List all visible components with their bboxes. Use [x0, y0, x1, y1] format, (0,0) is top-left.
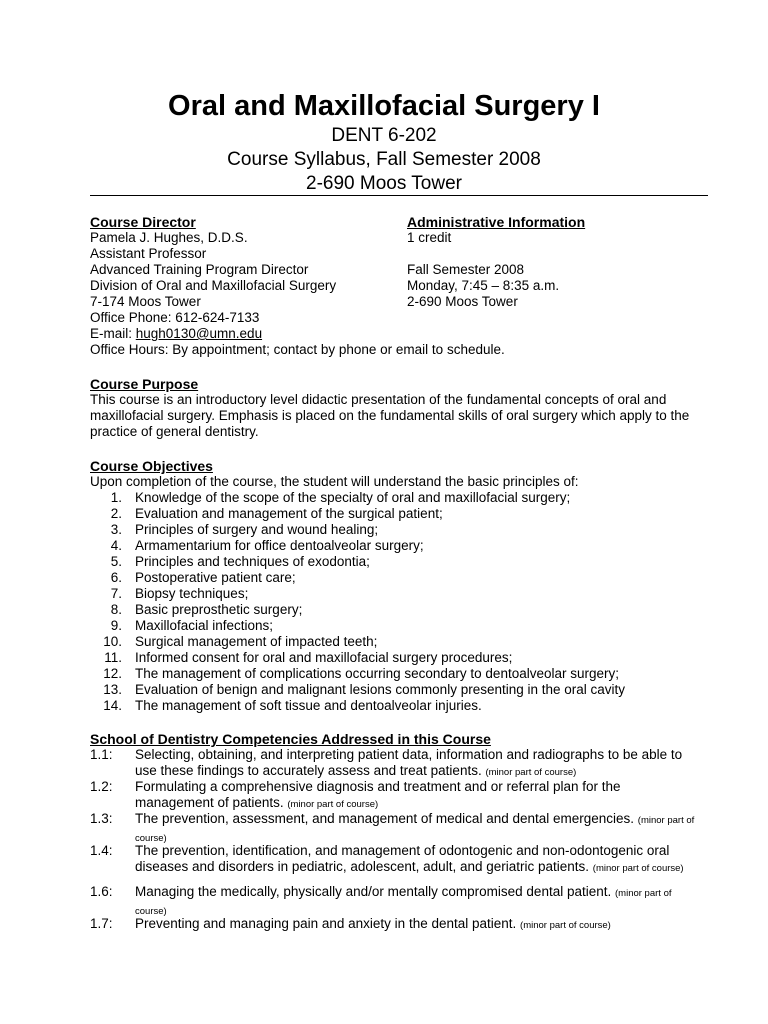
competency-item	[135, 811, 695, 847]
competency-item	[135, 916, 695, 934]
competency-item	[135, 779, 695, 813]
objective-item: Postoperative patient care;	[135, 570, 296, 585]
objective-number: 10.	[103, 634, 122, 649]
admin-time: Monday, 7:45 – 8:35 a.m.	[407, 278, 560, 293]
objective-number: 7.	[110, 586, 122, 601]
competency-item	[135, 884, 695, 920]
objective-number: 2.	[110, 506, 122, 521]
email-label: E-mail:	[90, 326, 136, 341]
minor-note: (minor part of course)	[135, 815, 695, 844]
objective-number: 13.	[103, 682, 122, 697]
director-division: Division of Oral and Maxillofacial Surgery	[90, 278, 337, 293]
minor-note: (minor part of course)	[135, 888, 672, 917]
director-title2: Advanced Training Program Director	[90, 262, 309, 277]
competency-number: 1.1:	[90, 747, 113, 762]
objective-number: 1.	[110, 490, 122, 505]
competency-text: Preventing and managing pain and anxiety in the dental patient.	[135, 916, 521, 931]
objective-item: Biopsy techniques;	[135, 586, 249, 601]
course-objectives-heading: Course Objectives	[90, 458, 213, 474]
competency-text: The prevention, assessment, and management of medical and dental emergencies.	[135, 811, 638, 826]
course-purpose-text: This course is an introductory level didactic presentation of the fundamental concepts of oral and maxillofacial surgery. Emphasis is placed on the fundamental skills of oral surgery which apply to the practice of general dentistry.	[90, 392, 690, 439]
competency-item	[135, 843, 695, 877]
director-phone: Office Phone: 612-624-7133	[90, 310, 260, 325]
objective-item: Evaluation and management of the surgical patient;	[135, 506, 443, 521]
competency-number: 1.6:	[90, 884, 113, 899]
competency-text: The prevention, identification, and management of odontogenic and non-odontogenic oral diseases and disorders in pediatric, adolescent, adult, and geriatric patients.	[135, 843, 670, 874]
objective-number: 11.	[104, 650, 122, 665]
admin-semester: Fall Semester 2008	[407, 262, 525, 277]
objective-item: Informed consent for oral and maxillofacial surgery procedures;	[135, 650, 513, 665]
header-divider	[90, 195, 708, 196]
objective-item: Knowledge of the scope of the specialty of oral and maxillofacial surgery;	[135, 490, 571, 505]
objective-item: The management of complications occurring secondary to dentoalveolar surgery;	[135, 666, 620, 681]
admin-info-heading: Administrative Information	[407, 214, 586, 230]
competency-text: Selecting, obtaining, and interpreting patient data, information and radiographs to be able to use these findings to accurately assess and treat patients.	[135, 747, 683, 778]
location-line: 2-690 Moos Tower	[306, 173, 462, 194]
email-link[interactable]: hugh0130@umn.edu	[135, 326, 263, 341]
office-hours: Office Hours: By appointment; contact by phone or email to schedule.	[90, 342, 505, 357]
admin-credit: 1 credit	[407, 230, 452, 245]
director-title1: Assistant Professor	[90, 246, 207, 261]
course-director-heading: Course Director	[90, 214, 196, 230]
competency-number: 1.4:	[90, 843, 113, 858]
competency-number: 1.3:	[90, 811, 113, 826]
competency-text: Formulating a comprehensive diagnosis and treatment and or referral plan for the management of patients.	[135, 779, 621, 810]
objective-number: 12.	[103, 666, 122, 681]
competencies-heading: School of Dentistry Competencies Addressed in this Course	[90, 731, 491, 747]
course-code: DENT 6-202	[331, 125, 437, 146]
objective-item: Armamentarium for office dentoalveolar surgery;	[135, 538, 424, 553]
competency-text: Managing the medically, physically and/or mentally compromised dental patient.	[135, 884, 615, 899]
course-purpose-heading: Course Purpose	[90, 376, 199, 392]
minor-note: (minor part of course)	[287, 799, 379, 810]
objective-number: 3.	[110, 522, 122, 537]
objective-item: Evaluation of benign and malignant lesions commonly presenting in the oral cavity	[135, 682, 626, 697]
objective-item: Surgical management of impacted teeth;	[135, 634, 378, 649]
competency-number: 1.2:	[90, 779, 113, 794]
minor-note: (minor part of course)	[520, 920, 611, 931]
objective-item: Maxillofacial infections;	[135, 618, 274, 633]
objective-item: The management of soft tissue and dentoalveolar injuries.	[135, 698, 482, 713]
objective-number: 8.	[110, 602, 122, 617]
objective-number: 5.	[110, 554, 122, 569]
objective-number: 4.	[110, 538, 122, 553]
minor-note: (minor part of course)	[485, 767, 577, 778]
objective-item: Basic preprosthetic surgery;	[135, 602, 303, 617]
syllabus-line: Course Syllabus, Fall Semester 2008	[227, 149, 541, 170]
objectives-intro: Upon completion of the course, the student will understand the basic principles of:	[90, 474, 579, 489]
document-title: Oral and Maxillofacial Surgery I	[168, 90, 600, 122]
admin-room: 2-690 Moos Tower	[407, 294, 518, 309]
director-office: 7-174 Moos Tower	[90, 294, 201, 309]
objective-item: Principles of surgery and wound healing;	[135, 522, 379, 537]
objective-item: Principles and techniques of exodontia;	[135, 554, 370, 569]
competency-number: 1.7:	[90, 916, 113, 931]
director-name: Pamela J. Hughes, D.D.S.	[90, 230, 248, 245]
objective-number: 6.	[110, 570, 122, 585]
director-email-row	[90, 326, 262, 342]
objective-number: 9.	[110, 618, 122, 633]
competency-item	[135, 747, 695, 781]
minor-note: (minor part of course)	[592, 863, 684, 874]
objective-number: 14.	[103, 698, 122, 713]
